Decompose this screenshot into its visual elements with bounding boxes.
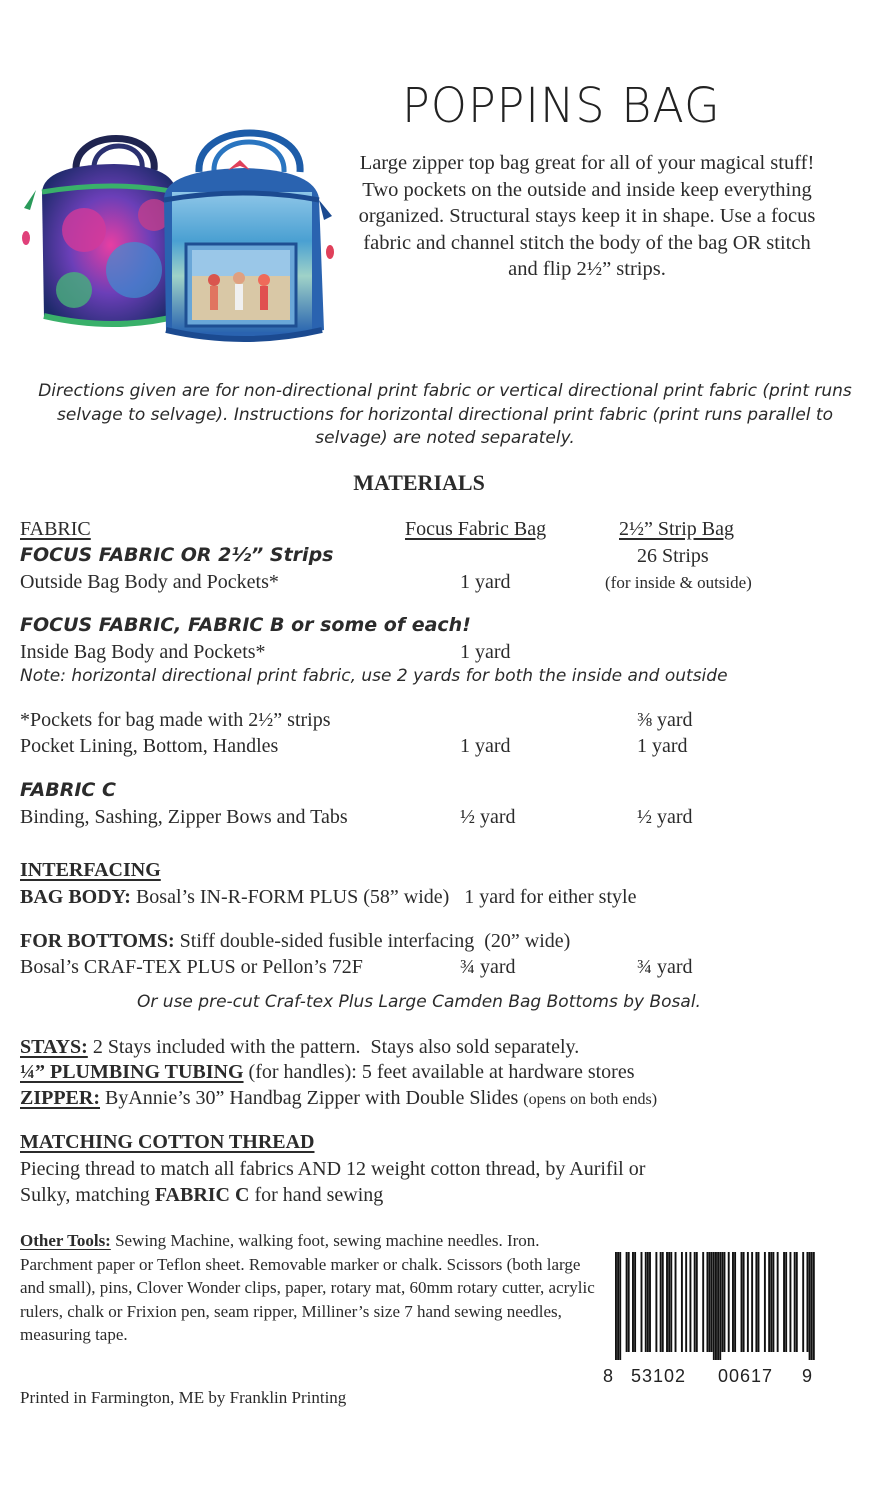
outside-bag-focus-amount: 1 yard [460, 571, 511, 593]
barcode-bar [719, 1252, 721, 1360]
barcode-bar [764, 1252, 766, 1352]
barcode-bar [796, 1252, 798, 1352]
page-title: POPPINS BAG [402, 76, 721, 134]
barcode-bar [783, 1252, 785, 1352]
stays-line [20, 1036, 579, 1059]
other-tools-text: Sewing Machine, walking foot, sewing machine needles. Iron. Parchment paper or Teflon sheet. Removable marker or chalk. Scissors (both large and small), pins, Clover Wonder clips, paper, rotary mat, 60mm rotary cutter, acrylic rulers, chalk or Frixion pen, seam ripper, Milliner’s size 7 hand sewing needles, measuring tape. [20, 1231, 595, 1344]
barcode-bar [734, 1252, 736, 1352]
barcode-bar [660, 1252, 662, 1352]
interfacing-heading: INTERFACING [20, 859, 161, 881]
lining-strip-amount: 1 yard [637, 735, 688, 757]
pockets-strips-amount: ⅜ yard [637, 709, 693, 731]
other-tools-label: Other Tools: [20, 1231, 111, 1250]
barcode-bar [747, 1252, 749, 1352]
barcode-bar [806, 1252, 808, 1352]
tubing-label: ¼” PLUMBING TUBING [20, 1061, 244, 1083]
other-tools-paragraph [20, 1229, 595, 1347]
barcode-bar [634, 1252, 636, 1352]
barcode-check-digit: 9 [802, 1366, 813, 1386]
bag-body-text: Bosal’s IN-R-FORM PLUS (58” wide) 1 yard for either style [135, 886, 637, 908]
tubing-text: 5 feet available at hardware stores [361, 1061, 635, 1083]
barcode-bar [694, 1252, 696, 1352]
zipper-text: ByAnnie’s 30” Handbag Zipper with Double Slides [105, 1087, 519, 1109]
barcode-bar [721, 1252, 723, 1352]
barcode-bar [811, 1252, 813, 1360]
barcode-bar [615, 1252, 617, 1360]
barcode-bar [628, 1252, 630, 1352]
barcode-bar [696, 1252, 698, 1352]
barcode-bar [732, 1252, 734, 1352]
barcode-bar [777, 1252, 779, 1352]
barcode-bar [632, 1252, 634, 1352]
barcode-bar [768, 1252, 770, 1352]
bottoms-line [20, 930, 570, 953]
focus-fabric-bag-column-heading: Focus Fabric Bag [405, 518, 547, 540]
focus-fabric-b-heading: FOCUS FABRIC, FABRIC B or some of each! [20, 614, 471, 636]
craftex-strip-amount: ¾ yard [637, 956, 693, 978]
binding-label: Binding, Sashing, Zipper Bows and Tabs [20, 806, 348, 828]
focus-or-strips-heading: FOCUS FABRIC OR 2½” Strips [20, 544, 334, 566]
barcode-bar [758, 1252, 760, 1352]
barcode-bar [662, 1252, 664, 1352]
barcode-bar [647, 1252, 649, 1352]
barcode-bar [794, 1252, 796, 1352]
barcode-bar [675, 1252, 677, 1352]
fabric-c-heading: FABRIC C [20, 779, 116, 801]
barcode-bar [717, 1252, 719, 1360]
barcode-bar [789, 1252, 791, 1352]
barcode-bar [670, 1252, 672, 1352]
barcode-bar [711, 1252, 713, 1352]
thread-line-2-post: for hand sewing [254, 1184, 384, 1206]
barcode-bar [685, 1252, 687, 1352]
thread-heading: MATCHING COTTON THREAD [20, 1131, 315, 1153]
intro-description: Large zipper top bag great for all of your magical stuff! Two pockets on the outside and inside keep everything organized. Structural stays keep it in shape. Use a focus fabric and channel stitch the body of the bag OR stitch and flip 2½” strips. [358, 152, 816, 280]
materials-heading: MATERIALS [353, 470, 485, 495]
barcode-bar [645, 1252, 647, 1352]
barcode-bar [785, 1252, 787, 1352]
barcode-bar [668, 1252, 670, 1352]
barcode-bar [655, 1252, 657, 1352]
barcode-bar [724, 1252, 726, 1352]
lining-label: Pocket Lining, Bottom, Handles [20, 735, 279, 757]
barcode-bar [751, 1252, 753, 1352]
inside-bag-label: Inside Bag Body and Pockets* [20, 641, 266, 663]
barcode-bar [743, 1252, 745, 1352]
bottoms-text: Stiff double-sided fusible interfacing (20” wide) [179, 930, 571, 952]
zipper-label: ZIPPER: [20, 1087, 100, 1109]
pockets-strips-label: *Pockets for bag made with 2½” strips [20, 709, 331, 731]
barcode-bar [641, 1252, 643, 1352]
thread-line-2-pre: Sulky, matching [20, 1184, 150, 1206]
barcode-bar [715, 1252, 717, 1360]
zipper-note: (opens on both ends) [523, 1091, 658, 1108]
directions-note: Directions given are for non-directional print fabric or vertical directional print fabric (print runs selvage to selvage). Instructions for horizontal directional print fabric (print runs parallel to selvage) are noted separately. [38, 381, 852, 448]
barcode-bar [709, 1252, 711, 1352]
horizontal-print-note: Note: horizontal directional print fabric, use 2 yards for both the inside and outside [20, 666, 728, 686]
barcode-bar [617, 1252, 619, 1360]
barcode-bar [666, 1252, 668, 1352]
stays-text: 2 Stays included with the pattern. Stays also sold separately. [92, 1036, 580, 1058]
right-bag [164, 133, 334, 339]
barcode-bar [809, 1252, 811, 1360]
inside-bag-focus-amount: 1 yard [460, 641, 511, 663]
bag-body-label: BAG BODY: [20, 886, 131, 908]
barcode-bar [619, 1252, 621, 1360]
lining-focus-amount: 1 yard [460, 735, 511, 757]
binding-focus-amount: ½ yard [460, 806, 516, 828]
barcode-first-digit: 8 [603, 1366, 614, 1386]
tubing-line [20, 1061, 634, 1084]
craftex-focus-amount: ¾ yard [460, 956, 516, 978]
barcode-bar [772, 1252, 774, 1352]
bag-body-line [20, 886, 636, 909]
strip-bag-column-heading: 2½” Strip Bag [619, 518, 734, 540]
barcode-bar [689, 1252, 691, 1352]
product-photo [14, 120, 339, 352]
fabric-heading: FABRIC [20, 518, 91, 540]
precut-bottoms-note: Or use pre-cut Craf-tex Plus Large Camden Bag Bottoms by Bosal. [137, 992, 701, 1012]
thread-fabric-c: FABRIC C [154, 1184, 250, 1206]
binding-strip-amount: ½ yard [637, 806, 693, 828]
barcode-bar [802, 1252, 804, 1352]
barcode-bar [728, 1252, 730, 1352]
printed-by: Printed in Farmington, ME by Franklin Printing [20, 1388, 347, 1407]
barcode-bar [813, 1252, 815, 1360]
barcode-bar [755, 1252, 757, 1352]
barcode-image [615, 1252, 815, 1360]
stays-label: STAYS: [20, 1036, 88, 1058]
strips-count: 26 Strips [637, 545, 709, 567]
thread-line-1: Piecing thread to match all fabrics AND 12 weight cotton thread, by Aurifil or [20, 1158, 646, 1180]
barcode-right-group: 00617 [718, 1366, 774, 1386]
barcode-bar [626, 1252, 628, 1352]
barcode-bar [649, 1252, 651, 1352]
barcode-bar [713, 1252, 715, 1360]
barcode-bar [706, 1252, 708, 1352]
left-bag [22, 139, 179, 327]
barcode-bar [770, 1252, 772, 1352]
barcode-bar [741, 1252, 743, 1352]
bottoms-label: FOR BOTTOMS: [20, 930, 175, 952]
zipper-line [20, 1087, 657, 1110]
barcode-bar [681, 1252, 683, 1352]
craftex-label: Bosal’s CRAF-TEX PLUS or Pellon’s 72F [20, 956, 363, 978]
tubing-mid: (for handles): [248, 1061, 357, 1083]
outside-bag-strip-amount: (for inside & outside) [605, 573, 752, 592]
thread-line-2 [20, 1184, 383, 1207]
barcode-left-group: 53102 [631, 1366, 687, 1386]
barcode-bar [702, 1252, 704, 1352]
outside-bag-label: Outside Bag Body and Pockets* [20, 571, 279, 593]
